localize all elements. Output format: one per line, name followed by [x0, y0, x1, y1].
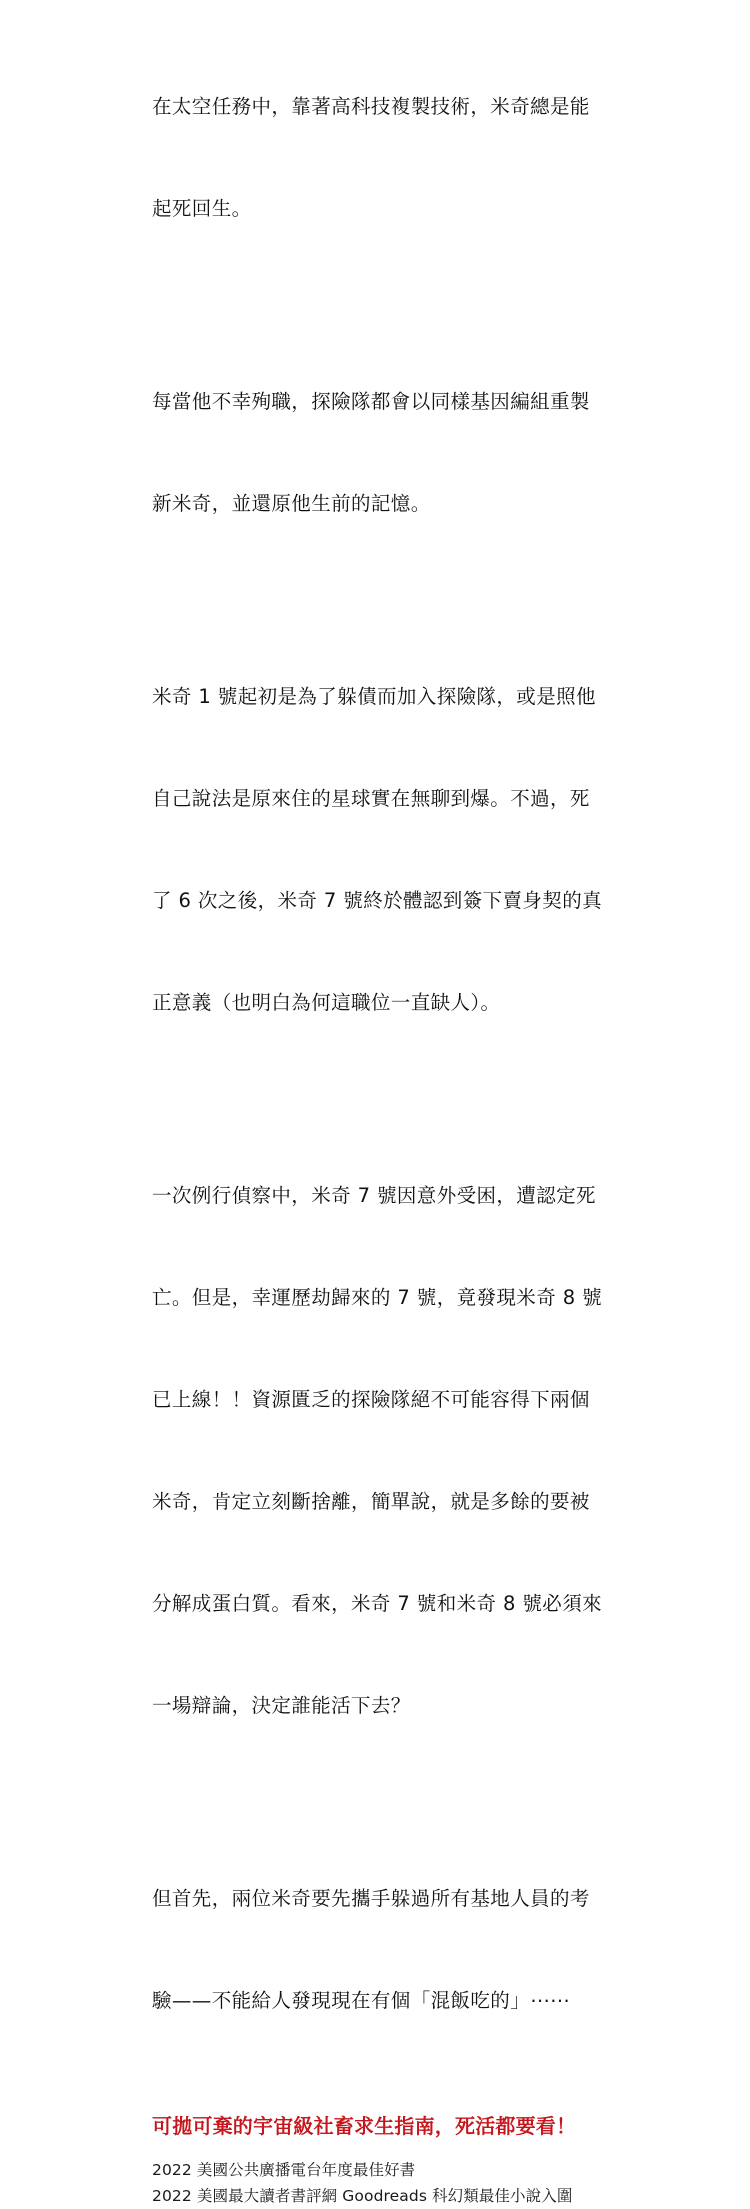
- paragraph-1: [152, 22, 612, 294]
- paragraph-line: 在太空任務中，靠著高科技複製技術，米奇總是能: [152, 95, 590, 118]
- paragraph-line: 起死回生。: [152, 197, 252, 220]
- paragraph-line: 新米奇，並還原他生前的記憶。: [152, 492, 431, 515]
- paragraph-line: 米奇，肯定立刻斷捨離，簡單說，就是多餘的要被: [152, 1490, 590, 1513]
- paragraph-5: [152, 1814, 612, 2086]
- paragraph-line: 米奇 1 號起初是為了躲債而加入探險隊，或是照他: [152, 685, 596, 708]
- paragraph-line: 驗——不能給人發現現在有個「混飯吃的」⋯⋯: [152, 1989, 570, 2012]
- paragraph-3: [152, 612, 612, 1088]
- paragraph-line: 一場辯論，決定誰能活下去？: [152, 1694, 411, 1717]
- paragraph-line: 分解成蛋白質。看來，米奇 7 號和米奇 8 號必須來: [152, 1592, 603, 1615]
- paragraph-line: 正意義（也明白為何這職位一直缺人）。: [152, 991, 501, 1014]
- paragraph-line: 自己說法是原來住的星球實在無聊到爆。不過，死: [152, 787, 590, 810]
- paragraph-2: [152, 317, 612, 589]
- paragraph-line: 每當他不幸殉職，探險隊都會以同樣基因編組重製: [152, 390, 590, 413]
- paragraph-line: 了 6 次之後，米奇 7 號終於體認到簽下賣身契的真: [152, 889, 603, 912]
- book-description: [152, 22, 612, 2209]
- paragraph-line: 已上線！！資源匱乏的探險隊絕不可能容得下兩個: [152, 1388, 590, 1411]
- promo-headline: 可拋可棄的宇宙級社畜求生指南，死活都要看！: [152, 2114, 577, 2138]
- paragraph-line: 亡。但是，幸運歷劫歸來的 7 號，竟發現米奇 8 號: [152, 1286, 603, 1309]
- paragraph-line: 但首先，兩位米奇要先攜手躲過所有基地人員的考: [152, 1887, 590, 1910]
- award-line-2: 2022 美國最大讀者書評網 Goodreads 科幻類最佳小說入圍: [152, 2187, 573, 2205]
- paragraph-line: 一次例行偵察中，米奇 7 號因意外受困，遭認定死: [152, 1184, 596, 1207]
- award-line-1: 2022 美國公共廣播電台年度最佳好書: [152, 2161, 416, 2179]
- paragraph-4: [152, 1111, 612, 1791]
